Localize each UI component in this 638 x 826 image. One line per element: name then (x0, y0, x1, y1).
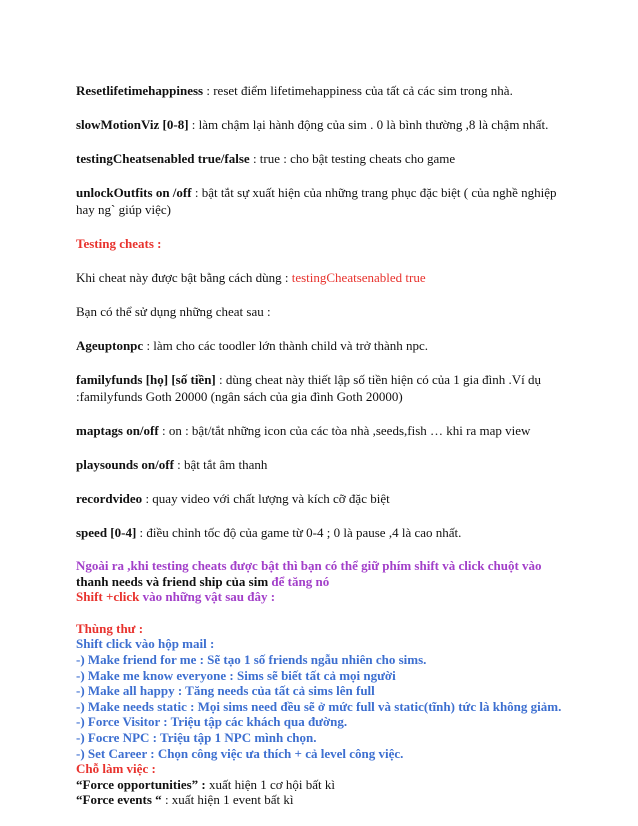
mailbox-item: -) Make friend for me : Sẽ tạo 1 số friends ngẫu nhiên cho sims. (76, 651, 427, 667)
cheat-description: : bật tắt âm thanh (173, 457, 268, 472)
intro-text: Khi cheat này được bật bằng cách dùng : (76, 270, 292, 285)
cheat-description: : bật tắt sự xuất hiện của những trang phục đặc biệt ( của nghề nghiệp hay ng` giúp việc) (76, 185, 557, 217)
cheat-command: familyfunds [họ] [số tiền] (76, 372, 216, 387)
cheat-entry (76, 82, 576, 99)
cheat-description: : quay video với chất lượng và kích cỡ đặc biệt (142, 491, 390, 506)
workplace-description: xuất hiện 1 cơ hội bất kì (205, 776, 336, 792)
cheat-command: unlockOutfits on /off (76, 185, 192, 200)
workplace-item (76, 777, 576, 793)
cheat-entry (76, 371, 576, 405)
usable-cheats-line: Bạn có thể sử dụng những cheat sau : (76, 304, 271, 319)
workplace-command: “Force opportunities” : (76, 776, 206, 792)
cheat-description: : on : bật/tắt những icon của các tòa nhà ,seeds,fish … khi ra map view (158, 423, 531, 438)
shift-click-paragraph (76, 558, 576, 605)
cheat-description: : reset điểm lifetimehappiness của tất cả các sim trong nhà. (203, 83, 513, 98)
workplace-description: : xuất hiện 1 event bất kì (161, 792, 294, 808)
cheat-entry (76, 422, 576, 439)
cheat-command: maptags on/off (76, 423, 159, 438)
testing-cheats-heading: Testing cheats : (76, 236, 162, 251)
mailbox-item: -) Make me know everyone : Sims sẽ biết tất cả mọi người (76, 667, 396, 683)
cheat-command: testingCheatsenabled true/false (76, 151, 250, 166)
cheat-command: recordvideo (76, 491, 143, 506)
cheat-command: playsounds on/off (76, 457, 174, 472)
cheat-description: : true : cho bật testing cheats cho game (249, 151, 456, 166)
mailbox-item: -) Make needs static : Mọi sims need đều sẽ ở mức full và static(tĩnh) tức là không giảm. (76, 698, 562, 714)
shift-text-part3: để tăng nó (268, 573, 330, 589)
mailbox-item: -) Make all happy : Tăng needs của tất cả sims lên full (76, 683, 375, 699)
cheat-command: Ageuptonpc (76, 338, 144, 353)
cheat-command: Resetlifetimehappiness (76, 83, 204, 98)
shift-text-part1: Ngoài ra ,khi testing cheats được bật thì bạn có thể giữ phím shift và click chuột vào (76, 558, 542, 573)
cheat-command: speed [0-4] (76, 525, 137, 540)
cheat-entry (76, 184, 576, 218)
shift-text-part2: thanh needs và friend ship của sim (76, 573, 269, 589)
cheat-command: slowMotionViz [0-8] (76, 117, 189, 132)
mailbox-subheading: Shift click vào hộp mail : (76, 636, 215, 652)
cheat-entry (76, 490, 576, 507)
testing-intro (76, 269, 576, 286)
workplace-heading: Chỗ làm việc : (76, 761, 156, 777)
mailbox-item: -) Set Career : Chọn công việc ưa thích + cả level công việc. (76, 745, 404, 761)
mailbox-heading: Thùng thư : (76, 620, 144, 636)
workplace-command: “Force events “ (76, 792, 162, 808)
shift-click-label: Shift +click (76, 589, 140, 605)
workplace-item (76, 792, 576, 808)
shift-click-rest: vào những vật sau đây : (139, 589, 276, 605)
mailbox-section (76, 621, 576, 808)
cheat-entry (76, 456, 576, 473)
document-page (76, 82, 576, 808)
cheat-entry (76, 116, 576, 133)
cheat-description: : làm chậm lại hành động của sim . 0 là bình thường ,8 là chậm nhất. (188, 117, 549, 132)
intro-highlight: testingCheatsenabled true (291, 270, 426, 285)
cheat-description: : điều chỉnh tốc độ của game từ 0-4 ; 0 là pause ,4 là cao nhất. (136, 525, 462, 540)
mailbox-item: -) Focre NPC : Triệu tập 1 NPC mình chọn. (76, 729, 317, 745)
cheat-entry (76, 150, 576, 167)
cheat-entry (76, 337, 576, 354)
cheat-description: : làm cho các toodler lớn thành child và trở thành npc. (143, 338, 429, 353)
cheat-entry (76, 524, 576, 541)
cheat-description: : dùng cheat này thiết lập số tiền hiện có của 1 gia đình .Ví dụ :familyfunds Goth 20000 (ngân sách của gia đình Goth 20000) (76, 372, 542, 404)
mailbox-item: -) Force Visitor : Triệu tập các khách qua đường. (76, 714, 348, 730)
